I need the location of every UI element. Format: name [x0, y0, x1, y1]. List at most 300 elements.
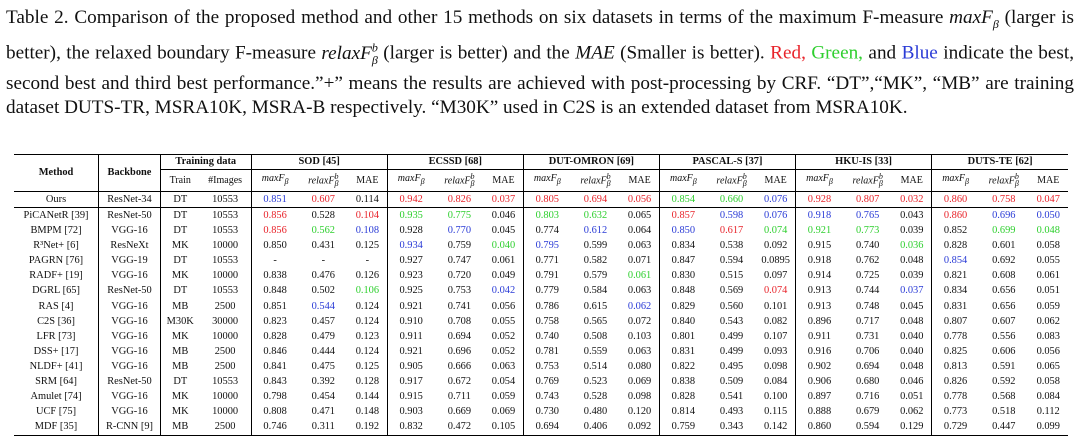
cell-value: 0.753 [447, 285, 472, 297]
table-row [14, 208, 1068, 224]
header-training-data: Training data [160, 155, 251, 170]
cell-value: 0.080 [627, 360, 652, 372]
table-row [14, 192, 1068, 208]
cell-value: 0.051 [900, 391, 924, 403]
cell-value: 0.444 [311, 345, 335, 357]
cell-value: 0.072 [627, 315, 652, 327]
cell-value: 0.856 [251, 208, 298, 224]
cell-value: 0.720 [447, 270, 472, 282]
cell-value: 0.906 [796, 374, 843, 389]
cell-value: 0.124 [355, 300, 380, 312]
cell-method: R³Net+ [6] [33, 240, 79, 252]
cell-value: 0.706 [855, 345, 880, 357]
header-images: #Images [200, 170, 252, 192]
cell-value: 0.814 [659, 405, 706, 420]
cell-value: 0.903 [387, 405, 434, 420]
cell-value: 0.896 [796, 314, 843, 329]
cell-method: BMPM [72] [30, 225, 82, 237]
cell-value: 0.843 [251, 374, 298, 389]
cell-value: 0.556 [992, 330, 1016, 342]
cell-value: 0.099 [1029, 420, 1068, 436]
cell-value: 0.192 [348, 420, 387, 436]
cell-value: 0.562 [311, 225, 335, 237]
metric-header-row [14, 170, 1068, 192]
cell-method: MDF [35] [14, 420, 99, 436]
cell-value: 0.660 [719, 193, 744, 205]
cell-backbone: ResNet-50 [99, 208, 161, 224]
header-method: Method [14, 155, 99, 192]
cell-value: 0.860 [932, 208, 979, 224]
cell-value: 0.928 [796, 192, 843, 208]
cell-value: 0.063 [627, 345, 652, 357]
cell-value: 0.775 [447, 209, 472, 221]
cell-value: 0.051 [1036, 285, 1060, 297]
cell-value: - [365, 255, 370, 267]
cell-value: 0.515 [719, 270, 744, 282]
cell-value: 0.062 [900, 406, 924, 418]
cell-value: 0.392 [311, 376, 335, 387]
cell-value: 0.838 [251, 269, 298, 284]
cell-train: MB [160, 299, 199, 314]
cell-value: 0.058 [1036, 240, 1060, 252]
cell-value: 0.692 [992, 255, 1016, 267]
header-dataset-sod: SOD [45] [251, 155, 387, 170]
cell-value: 0.741 [447, 300, 472, 312]
cell-train: MB [160, 344, 199, 359]
cell-value: 0.918 [796, 254, 843, 269]
cell-value: 0.838 [659, 374, 706, 389]
cell-value: 0.897 [796, 390, 843, 405]
cell-train: DT [160, 224, 199, 239]
header-metric-mae: MAE [892, 170, 931, 192]
cell-value: 0.076 [763, 193, 788, 205]
cell-images: 10553 [212, 255, 239, 267]
header-metric-mae: MAE [348, 170, 387, 192]
header-backbone: Backbone [99, 155, 161, 192]
caption-part5: indicate the best, second best and third best performance.”+” means the results are achieved with post-processing by CRF. “DT”,“MK”, “MB” are training dataset DUTS-TR, MSRA10K, MSRA-B respectively. “M30K” used in C2S is an extended dataset from MSRA10K. [6, 42, 1075, 118]
cell-train: DT [160, 374, 199, 389]
cell-value: 0.860 [796, 420, 843, 436]
cell-value: 0.805 [523, 192, 570, 208]
cell-value: 0.343 [707, 420, 756, 436]
cell-value: 0.826 [447, 193, 472, 205]
cell-train: DT [160, 284, 199, 299]
cell-value: - [251, 254, 298, 269]
cell-value: 0.834 [659, 239, 706, 254]
cell-value: 0.471 [311, 406, 335, 418]
cell-value: 0.807 [855, 193, 880, 205]
cell-value: 0.083 [1036, 330, 1060, 342]
cell-value: 0.694 [583, 193, 608, 205]
cell-value: 0.493 [719, 406, 744, 418]
cell-value: 0.092 [620, 420, 659, 436]
cell-value: 0.615 [583, 300, 608, 312]
cell-value: 0.694 [447, 330, 472, 342]
cell-value: 0.115 [764, 406, 788, 418]
cell-value: 0.479 [311, 330, 335, 342]
cell-value: 0.778 [932, 329, 979, 344]
cell-value: 0.888 [796, 405, 843, 420]
cell-value: 0.043 [900, 209, 924, 221]
cell-value: 0.495 [719, 360, 744, 372]
cell-value: 0.860 [932, 192, 979, 208]
cell-value: 0.851 [251, 192, 298, 208]
cell-method: Ours [45, 193, 67, 205]
header-metric-maxf: maxF$_\beta$ [523, 170, 570, 192]
cell-value: 0.666 [447, 360, 472, 372]
cell-value: 0.062 [627, 300, 652, 312]
cell-images: 10000 [212, 406, 239, 418]
cell-train: MB [160, 359, 199, 374]
cell-images: 10553 [212, 376, 239, 387]
cell-value: 0.056 [1036, 345, 1060, 357]
cell-value: 0.773 [855, 225, 880, 237]
cell-value: 0.476 [311, 270, 335, 282]
cell-value: 0.148 [355, 406, 380, 418]
cell-value: 0.923 [387, 269, 434, 284]
cell-value: 0.499 [719, 330, 744, 342]
cell-value: 0.543 [719, 315, 744, 327]
cell-value: 0.779 [523, 284, 570, 299]
cell-value: 0.508 [583, 330, 608, 342]
cell-value: 0.042 [491, 285, 516, 297]
header-metric-mae: MAE [1029, 170, 1068, 192]
cell-value: 0.656 [992, 285, 1016, 297]
cell-value: 0.0895 [761, 255, 790, 267]
cell-value: 0.056 [627, 193, 652, 205]
cell-value: 0.915 [796, 239, 843, 254]
caption-and: and [868, 42, 897, 64]
cell-backbone: VGG-16 [99, 390, 161, 405]
caption-label: Table 2. [6, 7, 69, 28]
cell-value: 0.656 [992, 300, 1016, 312]
cell-value: 0.725 [855, 270, 880, 282]
header-dataset-ecssd: ECSSD [68] [387, 155, 523, 170]
cell-value: 0.047 [1036, 193, 1060, 205]
cell-value: 0.048 [900, 255, 924, 267]
cell-value: 0.048 [900, 315, 924, 327]
cell-value: 0.457 [311, 315, 335, 327]
cell-value: 0.129 [892, 420, 931, 436]
cell-value: 0.594 [719, 255, 744, 267]
cell-value: 0.914 [796, 269, 843, 284]
header-dataset-hku-is: HKU-IS [33] [796, 155, 932, 170]
cell-value: 0.528 [583, 391, 608, 403]
cell-value: 0.696 [447, 345, 472, 357]
cell-value: 0.770 [447, 225, 472, 237]
cell-train: MK [160, 329, 199, 344]
cell-value: 0.032 [900, 193, 924, 205]
cell-value: 0.921 [387, 344, 434, 359]
comparison-table-container [14, 154, 1068, 436]
cell-value: 0.514 [583, 360, 608, 372]
cell-value: 0.454 [311, 391, 335, 403]
cell-backbone: VGG-16 [99, 299, 161, 314]
cell-value: 0.124 [355, 315, 380, 327]
cell-value: 0.696 [992, 209, 1016, 221]
cell-value: 0.528 [311, 209, 335, 221]
cell-value: 0.857 [659, 208, 706, 224]
table-row [14, 329, 1068, 344]
cell-value: 0.049 [491, 270, 516, 282]
cell-backbone: ResNet-34 [99, 192, 161, 208]
cell-train: DT [160, 208, 199, 224]
cell-value: 0.050 [1036, 209, 1060, 221]
cell-value: 0.632 [583, 209, 608, 221]
cell-value: 0.142 [756, 420, 795, 436]
cell-train: MB [160, 420, 199, 436]
cell-value: 0.054 [491, 376, 516, 387]
cell-value: 0.112 [1036, 406, 1060, 418]
cell-value: 0.499 [719, 345, 744, 357]
cell-value: 0.729 [932, 420, 979, 436]
cell-backbone: ResNeXt [99, 239, 161, 254]
cell-value: 0.913 [796, 284, 843, 299]
cell-value: 0.902 [796, 359, 843, 374]
cell-value: 0.769 [523, 374, 570, 389]
cell-value: 0.502 [311, 285, 335, 297]
cell-value: 0.672 [447, 376, 472, 387]
cell-value: 0.406 [571, 420, 620, 436]
cell-train: MK [160, 239, 199, 254]
cell-value: 0.108 [355, 225, 380, 237]
cell-method: DGRL [65] [32, 285, 80, 297]
cell-value: 0.098 [627, 391, 652, 403]
cell-value: 0.830 [659, 269, 706, 284]
cell-value: 0.447 [979, 420, 1028, 436]
cell-value: 0.120 [627, 406, 652, 418]
cell-value: 0.758 [992, 193, 1016, 205]
table-row [14, 390, 1068, 405]
table-row [14, 254, 1068, 269]
cell-value: 0.834 [932, 284, 979, 299]
cell-value: 0.942 [387, 192, 434, 208]
cell-backbone: VGG-19 [99, 254, 161, 269]
cell-value: 0.071 [627, 255, 652, 267]
cell-value: 0.055 [491, 315, 516, 327]
cell-backbone: VGG-16 [99, 405, 161, 420]
cell-value: 0.716 [855, 391, 880, 403]
cell-value: 0.058 [1036, 376, 1060, 387]
cell-value: 0.828 [659, 390, 706, 405]
cell-value: 0.911 [387, 329, 434, 344]
cell-value: 0.098 [763, 360, 788, 372]
caption-green-word: Green, [811, 42, 863, 64]
cell-method: UCF [75] [35, 406, 77, 418]
cell-value: 0.064 [627, 225, 652, 237]
table-row [14, 359, 1068, 374]
header-metric-mae: MAE [620, 170, 659, 192]
cell-value: 0.594 [843, 420, 892, 436]
cell-value: 0.052 [491, 345, 516, 357]
cell-value: 0.544 [311, 300, 335, 312]
cell-train: MK [160, 390, 199, 405]
cell-value: 0.040 [491, 240, 516, 252]
cell-value: 0.059 [491, 391, 516, 403]
table-body [14, 192, 1068, 436]
cell-value: 0.065 [627, 209, 652, 221]
cell-value: 0.472 [435, 420, 484, 436]
cell-value: 0.063 [627, 240, 652, 252]
cell-value: 0.765 [855, 209, 880, 221]
table-row [14, 420, 1068, 436]
cell-images: 10553 [212, 285, 239, 297]
cell-value: 0.679 [855, 406, 880, 418]
cell-value: 0.841 [251, 359, 298, 374]
cell-value: 0.518 [992, 406, 1016, 418]
cell-method: SRM [64] [35, 376, 77, 387]
cell-backbone: VGG-16 [99, 359, 161, 374]
cell-value: 0.680 [855, 376, 880, 387]
cell-value: 0.828 [251, 329, 298, 344]
cell-value: 0.916 [796, 344, 843, 359]
cell-method: C2S [36] [37, 315, 75, 327]
cell-train: DT [160, 192, 199, 208]
cell-value: 0.606 [992, 345, 1016, 357]
cell-value: - [321, 255, 326, 267]
cell-value: 0.717 [855, 315, 880, 327]
caption-part2: (larger is better), the relaxed boundary F-measure [6, 7, 1075, 64]
cell-value: 0.056 [491, 300, 516, 312]
header-metric-mae: MAE [484, 170, 523, 192]
cell-value: 0.048 [900, 360, 924, 372]
cell-value: 0.048 [1036, 225, 1060, 237]
cell-value: 0.582 [583, 255, 608, 267]
cell-value: 0.125 [355, 360, 380, 372]
cell-value: 0.748 [855, 300, 880, 312]
cell-images: 10000 [212, 330, 239, 342]
cell-value: 0.828 [932, 239, 979, 254]
cell-value: 0.781 [523, 344, 570, 359]
cell-value: 0.084 [1036, 391, 1060, 403]
caption-blue-word: Blue [901, 42, 938, 64]
cell-value: 0.905 [387, 359, 434, 374]
cell-value: 0.694 [523, 420, 570, 436]
table-row [14, 344, 1068, 359]
caption-part3: (larger is better) and the [383, 42, 570, 64]
caption-red-word: Red, [770, 42, 806, 64]
cell-method: LFR [73] [36, 330, 76, 342]
cell-value: 0.694 [855, 360, 880, 372]
header-metric-relaxf: relaxF$^b_\beta$ [435, 170, 484, 192]
cell-value: 0.708 [447, 315, 472, 327]
cell-images: 2500 [214, 345, 236, 357]
cell-value: 0.601 [992, 240, 1016, 252]
cell-value: 0.854 [932, 254, 979, 269]
cell-backbone: ResNet-50 [99, 284, 161, 299]
cell-value: 0.101 [763, 300, 788, 312]
cell-value: 0.915 [387, 390, 434, 405]
cell-value: 0.480 [583, 406, 608, 418]
cell-value: 0.074 [763, 225, 788, 237]
header-dataset-pascal-s: PASCAL-S [37] [659, 155, 795, 170]
cell-value: 0.848 [659, 284, 706, 299]
table-row [14, 299, 1068, 314]
cell-images: 30000 [212, 315, 239, 327]
cell-value: 0.808 [251, 405, 298, 420]
cell-value: 0.061 [491, 255, 516, 267]
cell-method: RAS [4] [38, 300, 74, 312]
cell-method: Amulet [74] [30, 391, 82, 403]
cell-value: 0.607 [992, 315, 1016, 327]
cell-value: 0.831 [932, 299, 979, 314]
cell-value: 0.711 [447, 391, 471, 403]
cell-value: 0.935 [387, 208, 434, 224]
cell-value: 0.801 [659, 329, 706, 344]
cell-backbone: VGG-16 [99, 269, 161, 284]
cell-value: 0.039 [900, 225, 924, 237]
cell-value: 0.840 [659, 314, 706, 329]
cell-value: 0.059 [1036, 300, 1060, 312]
cell-train: MK [160, 405, 199, 420]
cell-value: 0.093 [763, 345, 788, 357]
table-row [14, 269, 1068, 284]
cell-value: 0.699 [992, 225, 1016, 237]
caption-mae: MAE [575, 42, 615, 64]
cell-value: 0.063 [627, 285, 652, 297]
cell-value: 0.107 [763, 330, 788, 342]
cell-value: 0.074 [763, 285, 788, 297]
caption-part1: Comparison of the proposed method and other 15 methods on six datasets in terms of the maximum F-measure [74, 7, 944, 28]
cell-value: 0.927 [387, 254, 434, 269]
header-metric-relaxf: relaxF$^b_\beta$ [707, 170, 756, 192]
cell-value: 0.786 [523, 299, 570, 314]
cell-backbone: R-CNN [9] [99, 420, 161, 436]
comparison-table [14, 154, 1068, 436]
cell-value: 0.762 [855, 255, 880, 267]
cell-value: 0.807 [932, 314, 979, 329]
cell-value: 0.592 [992, 376, 1016, 387]
cell-value: 0.744 [855, 285, 880, 297]
cell-value: 0.607 [311, 193, 335, 205]
cell-value: 0.061 [1036, 270, 1060, 282]
cell-value: 0.509 [719, 376, 744, 387]
cell-value: 0.831 [659, 344, 706, 359]
cell-backbone: VGG-16 [99, 314, 161, 329]
cell-value: 0.850 [659, 224, 706, 239]
cell-value: 0.046 [491, 209, 516, 221]
table-row [14, 405, 1068, 420]
cell-value: 0.854 [659, 192, 706, 208]
cell-value: 0.753 [523, 359, 570, 374]
cell-value: 0.523 [583, 376, 608, 387]
cell-images: 2500 [214, 300, 236, 312]
cell-value: 0.063 [491, 360, 516, 372]
cell-value: 0.082 [763, 315, 788, 327]
header-metric-relaxf: relaxF$^b_\beta$ [299, 170, 348, 192]
cell-value: 0.774 [523, 224, 570, 239]
cell-value: 0.097 [763, 270, 788, 282]
header-dataset-dut-omron: DUT-OMRON [69] [523, 155, 659, 170]
table-caption [6, 6, 1074, 119]
cell-images: 10000 [212, 270, 239, 282]
cell-value: 0.084 [763, 376, 788, 387]
cell-value: 0.538 [719, 240, 744, 252]
cell-value: 0.599 [583, 240, 608, 252]
cell-value: 0.565 [583, 315, 608, 327]
cell-value: 0.823 [251, 314, 298, 329]
cell-value: 0.123 [355, 330, 380, 342]
header-metric-relaxf: relaxF$^b_\beta$ [843, 170, 892, 192]
cell-value: 0.911 [796, 329, 843, 344]
cell-value: 0.913 [796, 299, 843, 314]
cell-value: 0.568 [992, 391, 1016, 403]
cell-value: 0.311 [299, 420, 348, 436]
header-metric-relaxf: relaxF$^b_\beta$ [979, 170, 1028, 192]
header-metric-maxf: maxF$_\beta$ [796, 170, 843, 192]
caption-relaxf: relaxF$^b_\beta$ [321, 40, 378, 67]
cell-value: 0.039 [900, 270, 924, 282]
